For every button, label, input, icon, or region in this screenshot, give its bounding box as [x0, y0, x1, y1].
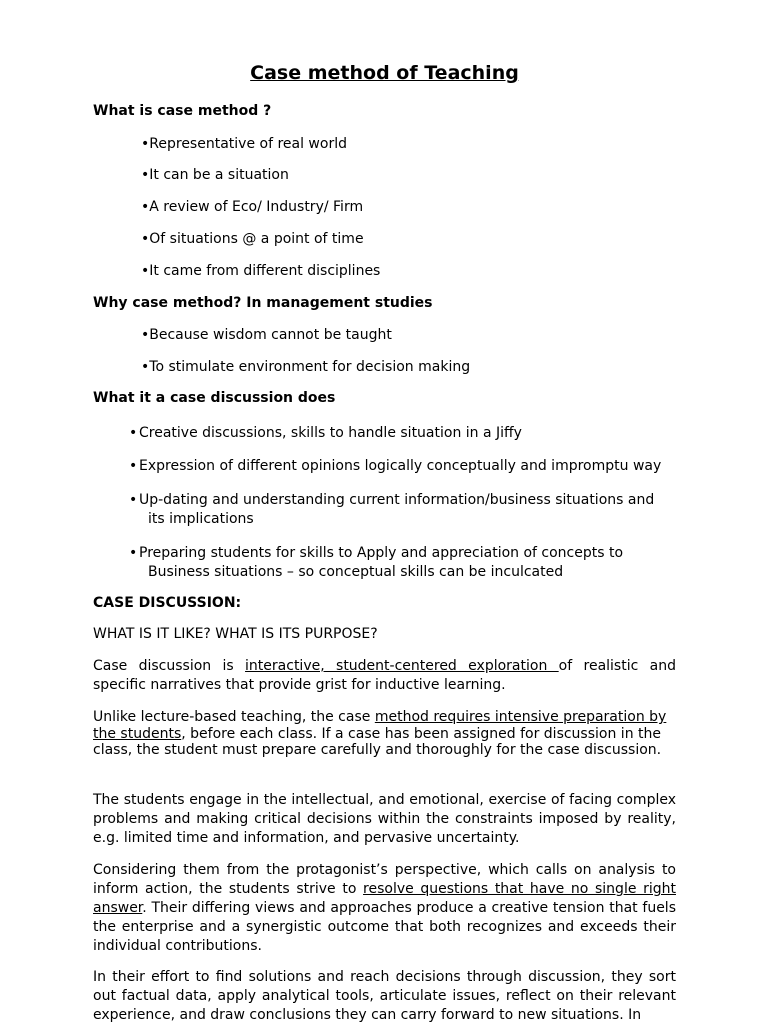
document-title: Case method of Teaching	[250, 62, 519, 84]
bullet-marker: •	[141, 199, 150, 215]
bullet-item	[141, 327, 392, 343]
bullet-text: It came from different disciplines	[149, 263, 381, 279]
paragraph	[93, 709, 676, 759]
bullet-item	[141, 359, 470, 375]
bullet-marker: •	[141, 359, 150, 375]
heading-case-discussion: CASE DISCUSSION:	[93, 595, 242, 611]
bullet-item	[129, 457, 677, 476]
heading-what-is: What is case method ?	[93, 103, 272, 119]
paragraph-text: Considering them from the protagonist’s perspective, which calls on analysis to inform action, the students strive to	[93, 862, 676, 897]
bullet-text: Preparing students for skills to Apply and appreciation of concepts to	[139, 545, 624, 561]
bullet-item	[141, 167, 289, 183]
bullet-item	[129, 491, 677, 528]
paragraph-text: Unlike lecture-based teaching, the case	[93, 709, 375, 725]
heading-does: What it a case discussion does	[93, 390, 336, 406]
bullet-marker: •	[129, 492, 138, 508]
paragraph-text: , before each class. If a case has been assigned for discussion in the class, the student must prepare carefully and thoroughly for the case discussion.	[93, 725, 662, 758]
bullet-marker: •	[141, 167, 150, 183]
paragraph-text: . Their differing views and approaches produce a creative tension that fuels the enterprise and a synergistic outcome that both recognizes and exceeds their individual contributions.	[93, 900, 676, 954]
bullet-marker: •	[141, 136, 150, 152]
paragraph: The students engage in the intellectual, and emotional, exercise of facing complex problems and making critical decisions within the constraints imposed by reality, e.g. limited time and information, and pervasive uncertainty.	[93, 792, 676, 846]
bullet-text: Expression of different opinions logically conceptually and impromptu way	[139, 458, 662, 474]
bullet-text-continued: Business situations – so conceptual skills can be inculcated	[148, 563, 564, 580]
bullet-marker: •	[129, 458, 138, 474]
bullet-text: A review of Eco/ Industry/ Firm	[149, 199, 364, 215]
bullet-marker: •	[141, 327, 150, 343]
bullet-marker: •	[129, 545, 138, 561]
bullet-item	[141, 199, 363, 215]
bullet-item	[129, 424, 677, 443]
bullet-text: It can be a situation	[149, 167, 289, 183]
paragraph-text: Case discussion is	[93, 658, 246, 674]
subheading-purpose: WHAT IS IT LIKE? WHAT IS ITS PURPOSE?	[93, 626, 378, 642]
bullet-text: Creative discussions, skills to handle situation in a Jiffy	[139, 425, 522, 441]
bullet-marker: •	[141, 231, 150, 247]
bullet-text: Representative of real world	[149, 136, 347, 152]
bullet-marker: •	[141, 263, 150, 279]
bullet-marker: •	[129, 425, 138, 441]
bullet-item	[141, 263, 380, 279]
paragraph: In their effort to find solutions and reach decisions through discussion, they sort out factual data, apply analytical tools, articulate issues, reflect on their relevant experience, and draw conclusions they can carry forward to new situations. In	[93, 969, 676, 1023]
paragraph	[93, 861, 676, 956]
paragraph-text: of realistic and specific narratives that provide grist for inductive learning.	[93, 658, 676, 693]
bullet-text: Of situations @ a point of time	[149, 231, 364, 247]
bullet-text: Because wisdom cannot be taught	[149, 327, 392, 343]
paragraph	[93, 657, 676, 695]
bullet-item	[129, 544, 677, 581]
underlined-text: method requires intensive preparation by the students	[93, 709, 667, 742]
bullet-item	[141, 231, 364, 247]
heading-why: Why case method? In management studies	[93, 295, 433, 311]
bullet-item	[141, 136, 347, 152]
underlined-text: resolve questions that have no single right answer	[93, 881, 676, 916]
underlined-text: interactive, student-centered exploration	[245, 658, 559, 674]
bullet-text-continued: its implications	[148, 510, 254, 527]
bullet-text: To stimulate environment for decision making	[149, 359, 471, 375]
bullet-text: Up-dating and understanding current information/business situations and	[139, 492, 655, 508]
